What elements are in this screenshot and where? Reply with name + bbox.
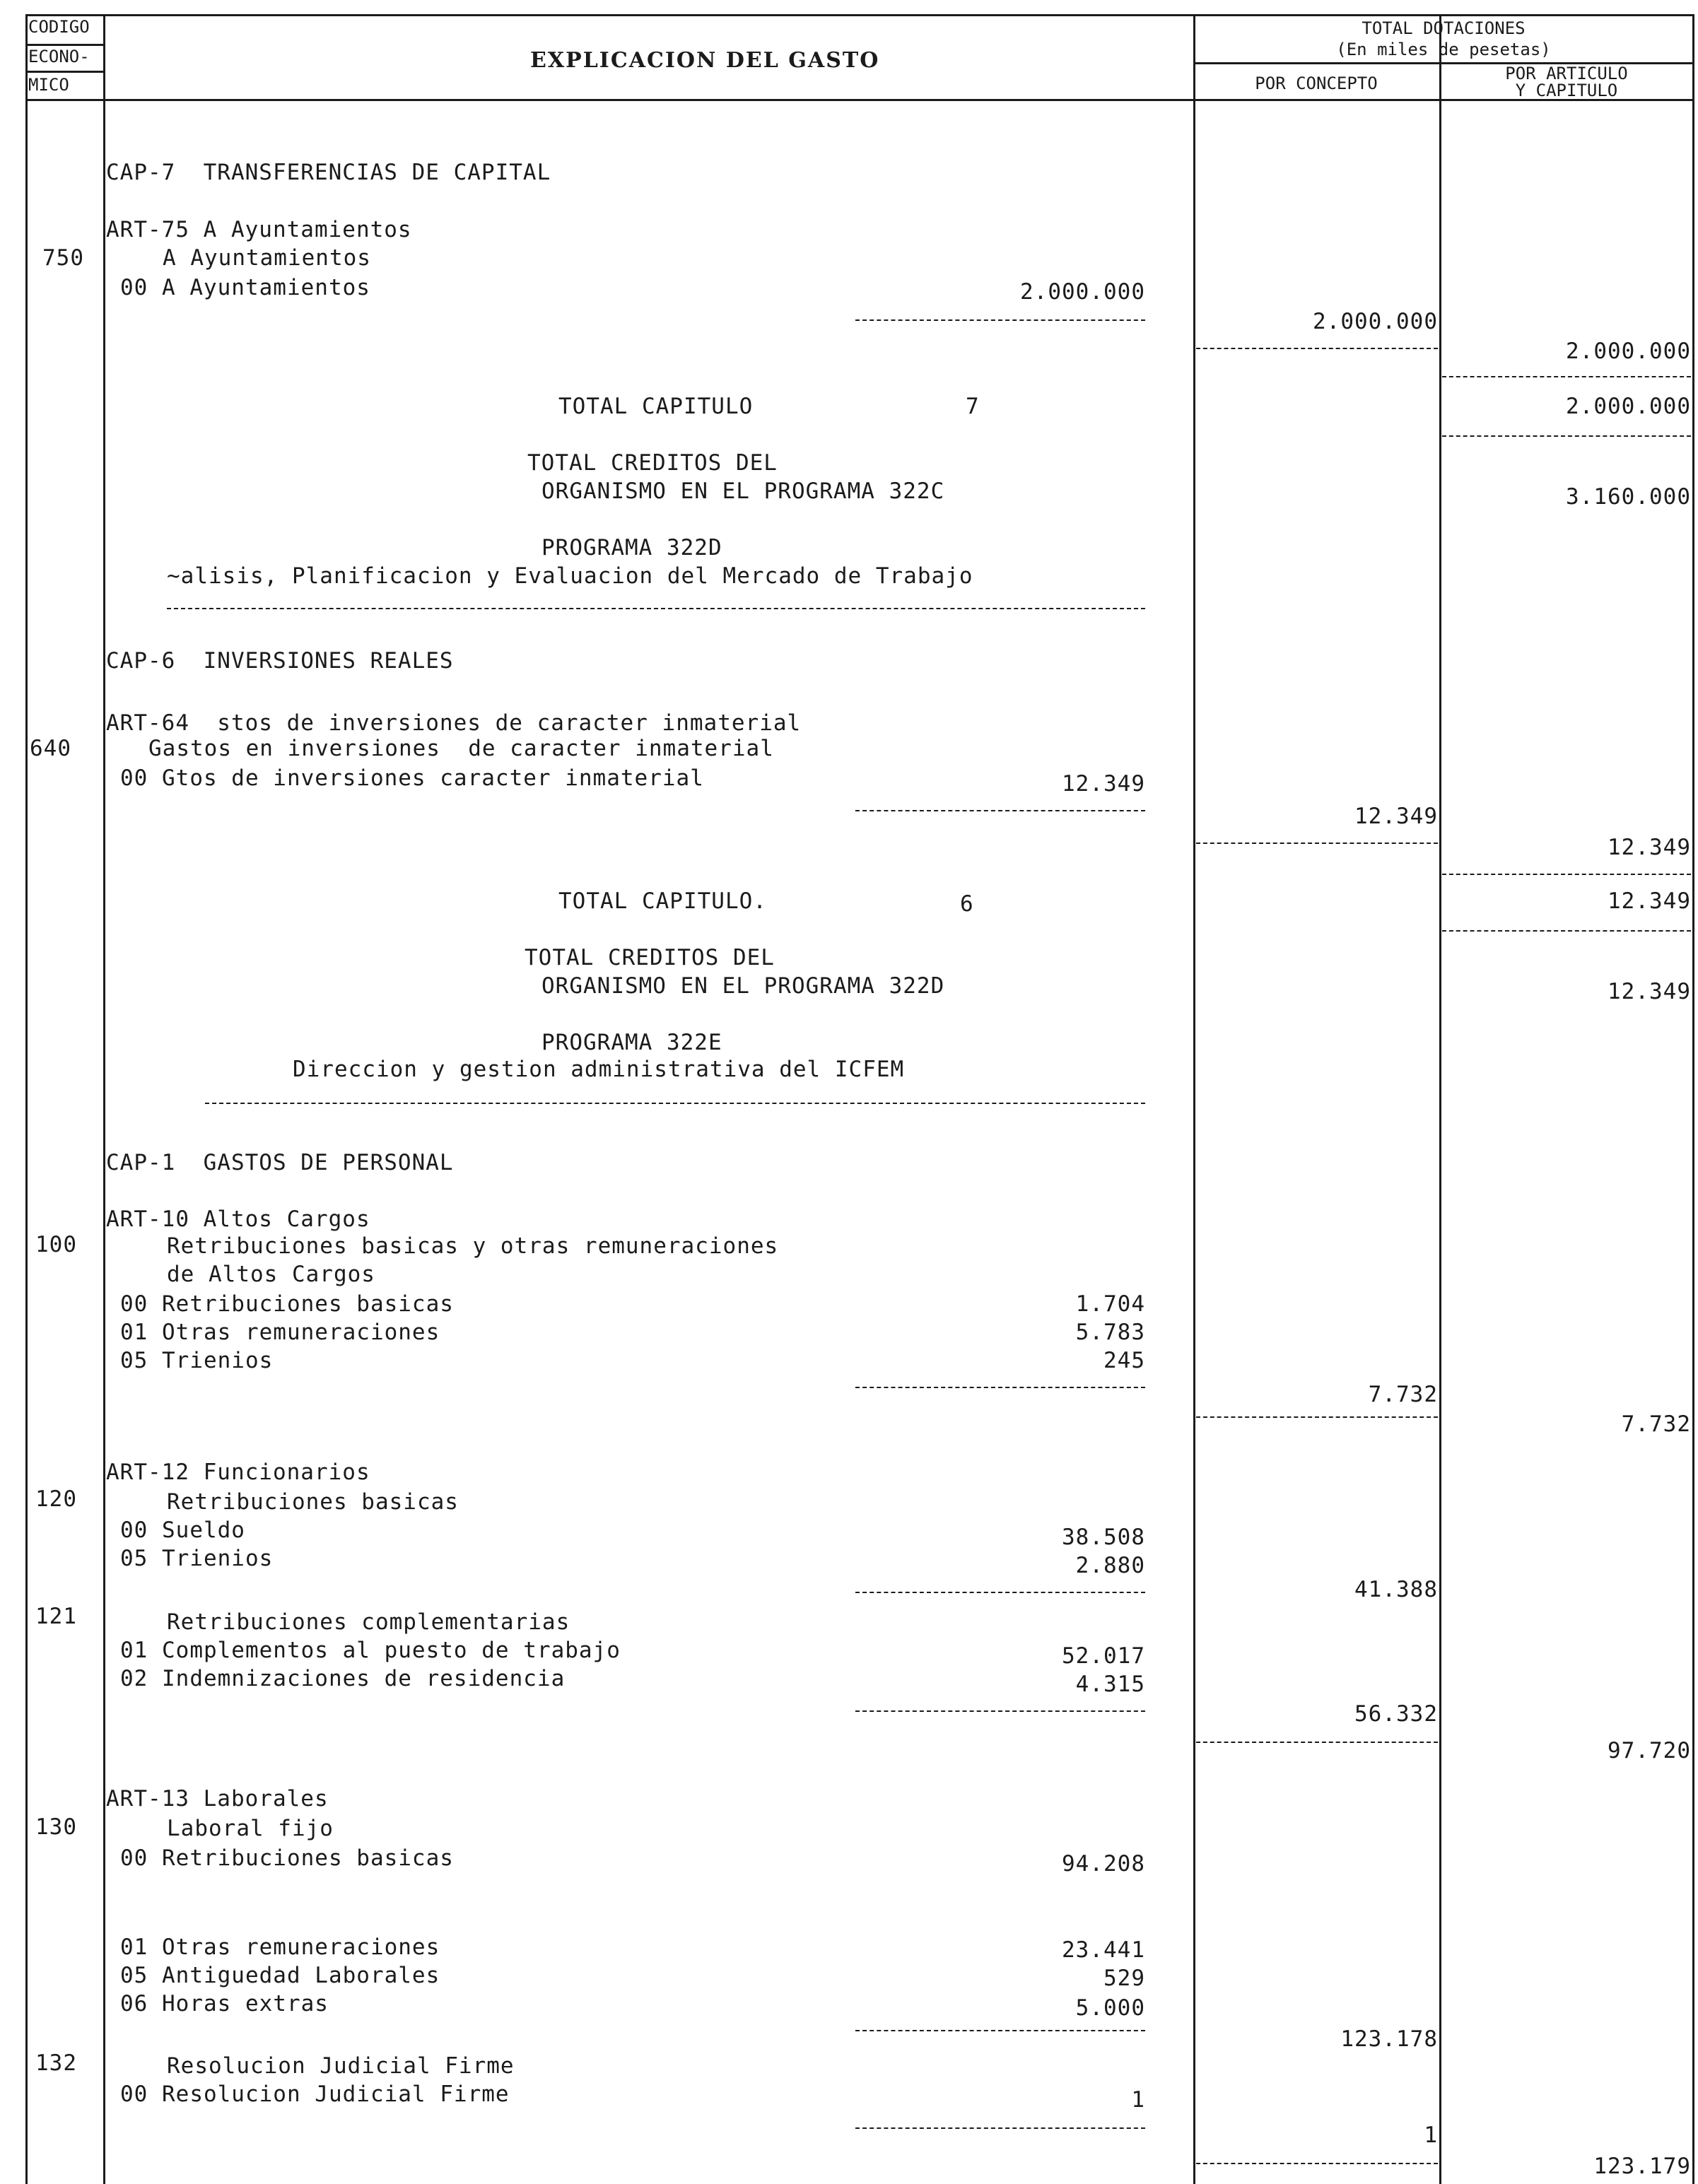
subconcept-amount: 1 [1131, 2087, 1145, 2113]
table-title: EXPLICACION DEL GASTO [530, 48, 880, 73]
subconcept-amount: 2.000.000 [1020, 279, 1145, 305]
subconcept-amount: 94.208 [1062, 1851, 1145, 1877]
code-header-line-3: MICO [28, 75, 69, 95]
subconcept-amount: 23.441 [1062, 1937, 1145, 1963]
subconcept-line: 00 Gtos de inversiones caracter inmaterial [120, 765, 704, 791]
subconcept-amount: 52.017 [1062, 1643, 1145, 1669]
subconcept-line: 00 Retribuciones basicas [120, 1291, 454, 1317]
concepto-total: 1 [1424, 2123, 1438, 2148]
subconcept-amount: 2.880 [1075, 1553, 1145, 1578]
program-heading: PROGRAMA 322D [541, 535, 722, 560]
concepto-total: 2.000.000 [1313, 309, 1438, 334]
amount-separator [855, 2030, 1145, 2031]
article-heading: ART-13 Laborales [106, 1786, 329, 1812]
chapter-total-separator [1442, 930, 1691, 932]
article-heading: ART-75 A Ayuntamientos [106, 217, 412, 242]
program-total-label-2: ORGANISMO EN EL PROGRAMA 322D [541, 973, 945, 999]
concept-description: A Ayuntamientos [163, 245, 371, 271]
subconcept-amount: 245 [1103, 1348, 1145, 1373]
code-column-divider [103, 14, 105, 2184]
articulo-total: 97.720 [1608, 1738, 1691, 1763]
concept-description: Gastos en inversiones de caracter inmaterial [148, 736, 774, 761]
concepto-separator [1196, 843, 1438, 844]
amount-separator [855, 1387, 1145, 1388]
amount-separator [855, 810, 1145, 811]
concept-description: Resolucion Judicial Firme [167, 2053, 515, 2079]
chapter-heading: CAP-7 TRANSFERENCIAS DE CAPITAL [106, 160, 551, 185]
economic-code: 130 [35, 1814, 77, 1840]
subconcept-line: 05 Antiguedad Laborales [120, 1963, 440, 1988]
subconcept-line: 05 Trienios [120, 1546, 274, 1571]
subconcept-line: 01 Complementos al puesto de trabajo [120, 1638, 621, 1663]
concepto-separator [1196, 1742, 1438, 1743]
subconcept-line: 00 Sueldo [120, 1517, 245, 1543]
chapter-total-separator [1442, 435, 1691, 437]
articulo-column-left-divider [1439, 14, 1441, 2184]
program-total-label-1: TOTAL CREDITOS DEL [525, 945, 775, 970]
program-total-label-1: TOTAL CREDITOS DEL [527, 450, 778, 476]
subconcept-line: 00 A Ayuntamientos [120, 275, 370, 300]
chapter-total-amount: 2.000.000 [1566, 394, 1691, 419]
amount-separator [855, 319, 1145, 321]
header-code-rule-1 [25, 44, 103, 46]
concepto-separator [1196, 1416, 1438, 1418]
subconcept-line: 01 Otras remuneraciones [120, 1320, 440, 1345]
code-header-line-1: CODIGO [28, 17, 90, 37]
header-top-rule [25, 14, 1694, 16]
subconcept-amount: 38.508 [1062, 1525, 1145, 1550]
totals-header-line-2: (En miles de pesetas) [1336, 40, 1551, 59]
program-separator [205, 1103, 1145, 1104]
left-border [25, 14, 28, 2184]
subconcept-line: 06 Horas extras [120, 1991, 329, 2016]
articulo-total: 12.349 [1608, 835, 1691, 860]
article-heading: ART-10 Altos Cargos [106, 1207, 370, 1232]
economic-code: 750 [42, 245, 84, 271]
code-header-line-2: ECONO- [28, 47, 90, 66]
articulo-column-header-line-1: POR ARTICULO [1505, 64, 1628, 83]
concepto-total: 7.732 [1368, 1382, 1438, 1407]
concepto-separator [1196, 2163, 1438, 2164]
subconcept-amount: 4.315 [1075, 1672, 1145, 1697]
totals-header-line-1: TOTAL DOTACIONES [1362, 18, 1526, 38]
subconcept-line: 00 Retribuciones basicas [120, 1845, 454, 1871]
subconcept-amount: 12.349 [1062, 771, 1145, 797]
article-heading: ART-12 Funcionarios [106, 1460, 370, 1485]
right-border [1692, 14, 1694, 2184]
economic-code: 640 [30, 736, 71, 761]
concept-description: Retribuciones basicas [167, 1489, 459, 1515]
articulo-total: 7.732 [1621, 1411, 1691, 1437]
article-heading: ART-64 stos de inversiones de caracter inmaterial [106, 710, 802, 736]
program-separator [167, 608, 1145, 609]
amount-separator [855, 2127, 1145, 2129]
amount-separator [855, 1592, 1145, 1593]
concepto-total: 56.332 [1354, 1701, 1438, 1727]
articulo-total: 2.000.000 [1566, 339, 1691, 364]
subconcept-amount: 5.000 [1075, 1995, 1145, 2021]
subconcept-line: 02 Indemnizaciones de residencia [120, 1666, 566, 1691]
concept-description: Retribuciones basicas y otras remuneraciones [167, 1233, 779, 1259]
subconcept-line: 01 Otras remuneraciones [120, 1935, 440, 1960]
economic-code: 121 [35, 1604, 77, 1629]
concept-description: Laboral fijo [167, 1816, 334, 1841]
concept-description-cont: de Altos Cargos [167, 1262, 375, 1287]
subconcept-amount: 529 [1103, 1966, 1145, 1991]
program-description: Direccion y gestion administrativa del ICFEM [293, 1057, 905, 1082]
amount-separator [855, 1710, 1145, 1712]
concepto-total: 41.388 [1354, 1577, 1438, 1602]
program-total-amount: 12.349 [1608, 979, 1691, 1004]
concept-description: Retribuciones complementarias [167, 1609, 570, 1635]
concepto-column-header: POR CONCEPTO [1255, 74, 1378, 93]
articulo-separator [1442, 376, 1691, 377]
subconcept-line: 00 Resolucion Judicial Firme [120, 2082, 510, 2107]
economic-code: 100 [35, 1232, 77, 1257]
articulo-total: 123.179 [1593, 2154, 1691, 2179]
program-description: ~alisis, Planificacion y Evaluacion del Mercado de Trabajo [167, 563, 973, 589]
chapter-total-number: 7 [966, 394, 980, 419]
concepto-total: 123.178 [1340, 2026, 1438, 2052]
chapter-total-label: TOTAL CAPITULO. [558, 888, 767, 914]
subconcept-line: 05 Trienios [120, 1348, 274, 1373]
chapter-total-number: 6 [960, 891, 974, 917]
chapter-total-label: TOTAL CAPITULO [558, 394, 754, 419]
header-code-rule-2 [25, 71, 103, 73]
program-total-label-2: ORGANISMO EN EL PROGRAMA 322C [541, 479, 945, 504]
subconcept-amount: 1.704 [1075, 1291, 1145, 1317]
economic-code: 132 [35, 2050, 77, 2076]
articulo-column-header-line-2: Y CAPITULO [1515, 81, 1618, 100]
concepto-separator [1196, 348, 1438, 349]
economic-code: 120 [35, 1486, 77, 1512]
concepto-column-left-divider [1193, 14, 1195, 2184]
program-heading: PROGRAMA 322E [541, 1030, 722, 1055]
articulo-separator [1442, 874, 1691, 875]
program-total-amount: 3.160.000 [1566, 484, 1691, 510]
concepto-total: 12.349 [1354, 804, 1438, 829]
subconcept-amount: 5.783 [1075, 1320, 1145, 1345]
chapter-heading: CAP-1 GASTOS DE PERSONAL [106, 1150, 454, 1175]
chapter-heading: CAP-6 INVERSIONES REALES [106, 648, 454, 674]
chapter-total-amount: 12.349 [1608, 888, 1691, 914]
